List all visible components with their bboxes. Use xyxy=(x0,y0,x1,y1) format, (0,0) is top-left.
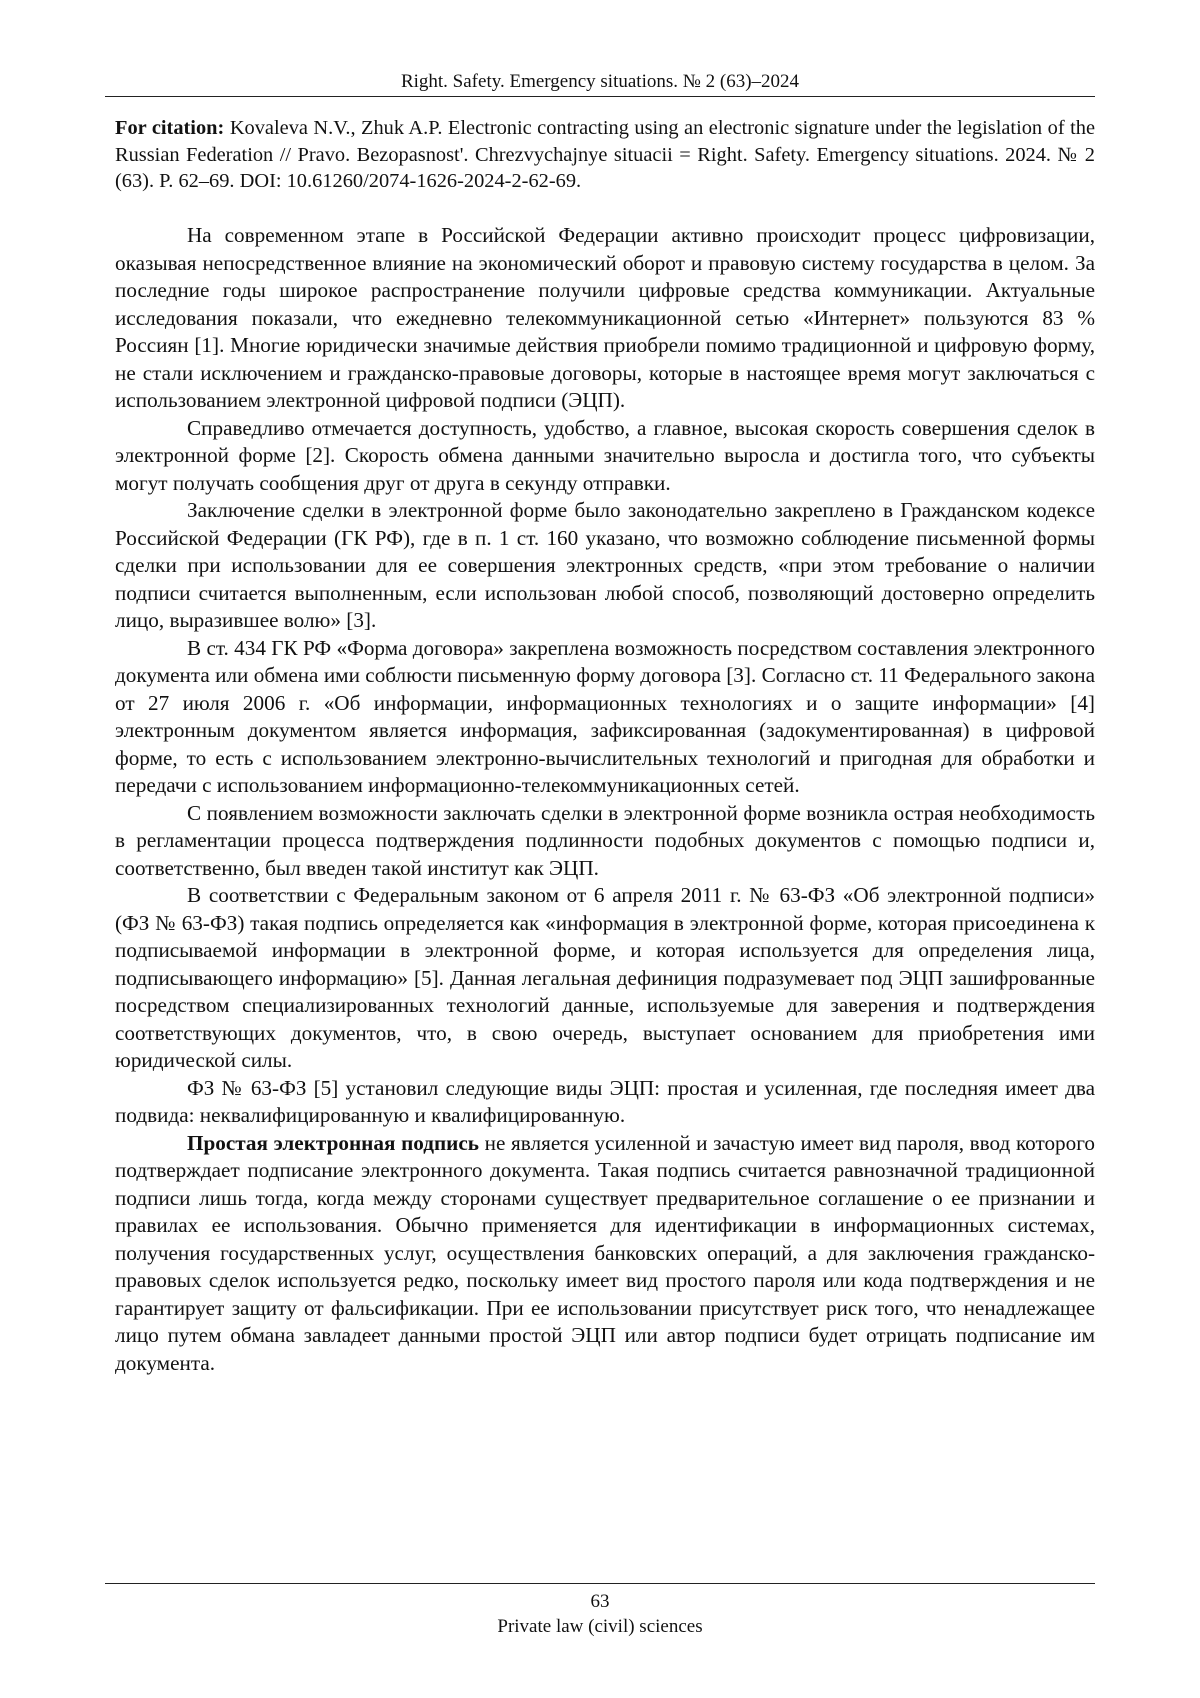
header-divider xyxy=(105,96,1095,97)
paragraph: На современном этапе в Российской Федерации активно происходит процесс цифровизации, оказывая непосредственное влияние на экономический оборот и правовую систему государства в целом. За последние годы широкое распространение получили цифровые средства коммуникации. Актуальные исследования показали, что ежедневно телекоммуникационной сетью «Интернет» пользуются 83 % Россиян [1]. Многие юридически значимые действия приобрели помимо традиционной и цифровую форму, не стали исключением и гражданско-правовые договоры, которые в настоящее время могут заключаться с использованием электронной цифровой подписи (ЭЦП). xyxy=(115,223,1095,412)
citation-block xyxy=(115,115,1095,195)
section-title-footer: Private law (civil) sciences xyxy=(497,1616,703,1637)
paragraph: Заключение сделки в электронной форме было законодательно закреплено в Гражданском кодексе Российской Федерации (ГК РФ), где в п. 1 ст. 160 указано, что возможно соблюдение письменной формы сделки при использовании для ее совершения электронных средств, «при этом требование о наличии подписи считается выполненным, если использован любой способ, позволяющий достоверно определить лицо, выразившее волю» [3]. xyxy=(115,498,1095,632)
paragraph-simple-signature xyxy=(115,1130,1095,1378)
paragraph: ФЗ № 63-ФЗ [5] установил следующие виды ЭЦП: простая и усиленная, где последняя имеет два подвида: неквалифицированную и квалифицированную. xyxy=(115,1075,1095,1127)
paragraph: В соответствии с Федеральным законом от 6 апреля 2011 г. № 63-ФЗ «Об электронной подписи» (ФЗ № 63-ФЗ) такая подпись определяется как «информация в электронной форме, которая присоединена к подписываемой информации в электронной форме, и которая используется для определения лица, подписывающего информацию» [5]. Данная легальная дефиниция подразумевает под ЭЦП зашифрованные посредством специализированных технологий данные, используемые для заверения и подтверждения соответствующих документов, что, в свою очередь, выступает основанием для приобретения ими юридической силы. xyxy=(115,883,1095,1072)
paragraph: С появлением возможности заключать сделки в электронной форме возникла острая необходимость в регламентации процесса подтверждения подлинности подобных документов с помощью подписи и, соответственно, был введен такой институт как ЭЦП. xyxy=(115,800,1095,880)
footer-divider xyxy=(105,1583,1095,1584)
paragraph-text: не является усиленной и зачастую имеет вид пароля, ввод которого подтверждает подписание электронного документа. Такая подпись считается равнозначной традиционной подписи лишь тогда, когда между сторонами существует предварительное соглашение о ее признании и правилах ее использования. Обычно применяется для идентификации в информационных системах, получения государственных услуг, осуществления банковских операций, а для заключения гражданско-правовых сделок используется редко, поскольку имеет вид простого пароля или кода подтверждения и не гарантирует защиту от фальсификации. При ее использовании присутствует риск того, что ненадлежащее лицо путем обмана завладеет данными простой ЭЦП или автор подписи будет отрицать подписание им документа. xyxy=(115,1130,1095,1375)
citation-label: For citation: xyxy=(115,117,225,139)
citation-text: Kovaleva N.V., Zhuk A.P. Electronic contracting using an electronic signature under the legislation of the Russian Federation // Pravo. Bezopasnost'. Chrezvychajnye situacii = Right. Safety. Emergency situations. 2024. № 2 (63). P. 62–69. DOI: 10.61260/2074-1626-2024-2-62-69. xyxy=(115,117,1095,192)
running-header: Right. Safety. Emergency situations. № 2 (63)–2024 xyxy=(400,71,800,92)
article-body xyxy=(115,222,1095,1377)
term-simple-signature: Простая электронная подпись xyxy=(187,1130,479,1155)
page-number: 63 xyxy=(590,1591,610,1612)
paragraph: Справедливо отмечается доступность, удобство, а главное, высокая скорость совершения сделок в электронной форме [2]. Скорость обмена данными значительно выросла и достигла того, что субъекты могут получать сообщения друг от друга в секунду отправки. xyxy=(115,415,1095,495)
paragraph: В ст. 434 ГК РФ «Форма договора» закреплена возможность посредством составления электронного документа или обмена ими соблюсти письменную форму договора [3]. Согласно ст. 11 Федерального закона от 27 июля 2006 г. «Об информации, информационных технологиях и о защите информации» [4] электронным документом является информация, зафиксированная (задокументированная) в цифровой форме, то есть с использованием электронно-вычислительных технологий и пригодная для обработки и передачи с использованием информационно-телекоммуникационных сетей. xyxy=(115,635,1095,797)
